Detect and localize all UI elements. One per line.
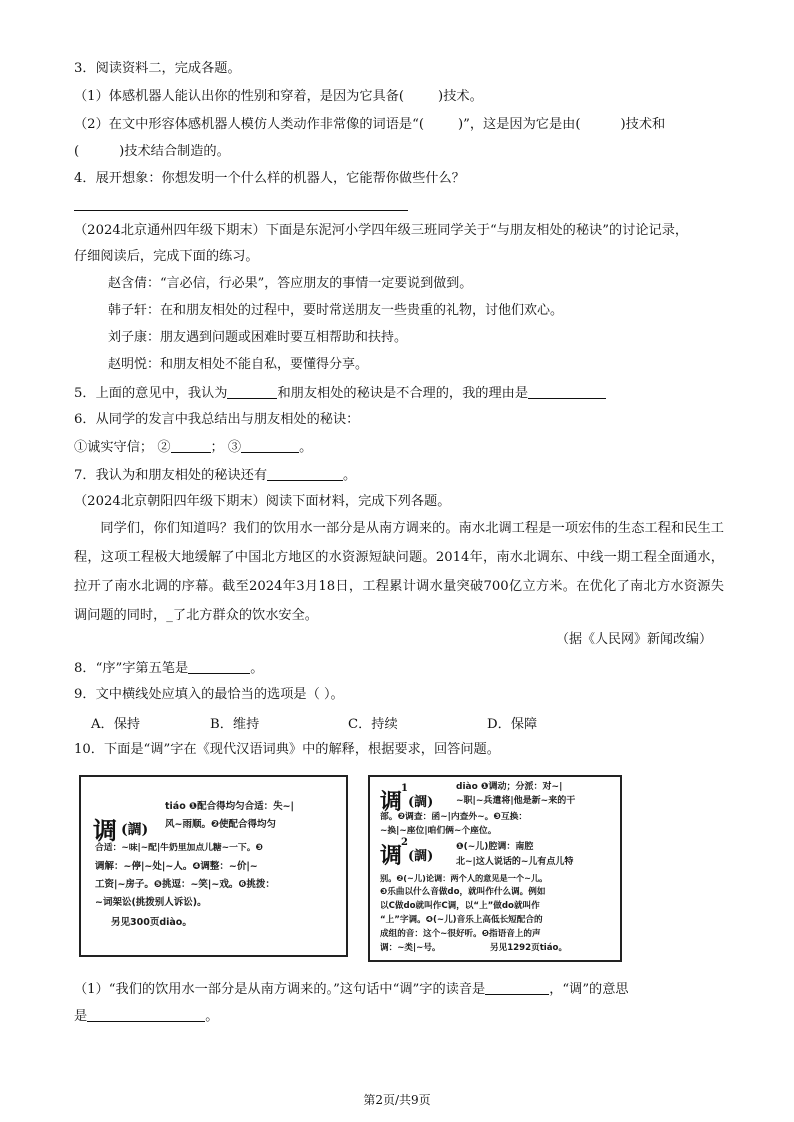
dict-right-line: diào ❶调动；分派：对~| xyxy=(456,782,563,792)
dict-right-line: “上”字调。❹(~儿)音乐上高低长短配合的 xyxy=(380,915,543,925)
q6-blank-2[interactable] xyxy=(171,438,211,453)
dict-right-line: ~职|~兵遣将|他是新~来的干 xyxy=(456,796,576,806)
dict-right-sup-2: 2 xyxy=(401,837,408,848)
dict-right-line: 成组的音：这个~很好听。❺指语音上的声 xyxy=(380,929,541,939)
dict-right-trad-1: (調) xyxy=(408,795,434,810)
q10-sub1-cont xyxy=(74,1007,218,1026)
dict-left-line: 调解：~停|~处|~人。❹调整：~价|~ xyxy=(95,861,258,872)
dict-right-line: 调：~类|~号。 xyxy=(380,943,441,953)
q5-text-a: 5．上面的意见中，我认为 xyxy=(74,386,228,401)
q6-title: 6．从同学的发言中我总结出与朋友相处的秘诀： xyxy=(74,412,360,427)
dict-left-line: 工资|~房子。❺挑逗：~笑|~戏。❻挑拨： xyxy=(95,879,275,890)
dict-right-headchar-1: 调 xyxy=(380,789,403,815)
dict-right-line: 以C做do就叫作C调，以“上”做do就叫作 xyxy=(380,901,540,911)
q7-blank[interactable] xyxy=(267,466,343,481)
q7 xyxy=(74,466,356,485)
q9-option-c[interactable]: C．持续 xyxy=(348,717,398,732)
speaker-2: 韩子轩：在和朋友相处的过程中，要时常送朋友一些贵重的礼物，讨他们欢心。 xyxy=(108,303,564,318)
q6-answers xyxy=(74,438,312,457)
q4-answer-line[interactable] xyxy=(74,210,408,211)
dict-right-line: ~换|~座位|咱们俩~个座位。 xyxy=(380,826,497,836)
q5 xyxy=(74,384,606,403)
q5-text-b: 和朋友相处的秘诀是不合理的，我的理由是 xyxy=(277,386,529,401)
q10-sub1-mid: ，“调”的意思 xyxy=(549,982,629,997)
q10-sub1-blank-2[interactable] xyxy=(87,1007,205,1022)
dict-right-line: ❸乐曲以什么音做do，就叫作什么调。例如 xyxy=(380,887,546,897)
q5-blank-1[interactable] xyxy=(227,384,277,399)
q3-sub1 xyxy=(74,88,483,106)
sec2-intro-1: （2024北京通州四年级下期末）下面是东泥河小学四年级三班同学关于“与朋友相处的秘诀”的讨论记录， xyxy=(74,223,689,238)
page-footer: 第2页/共9页 xyxy=(363,1093,431,1107)
q6-blank-3[interactable] xyxy=(241,438,299,453)
sec3-passage: 同学们，你们知道吗？我们的饮用水一部分是从南方调来的。南水北调工程是一项宏伟的生态工程和民生工程，这项工程极大地缓解了中国北方地区的水资源短缺问题。2014年，南水北调东、中线一期工程全面通水，拉开了南水北调的序幕。截至2024年3月18日，工程累计调水量突破700亿立方米。在优化了南北方水资源失调问题的同时，_了北方群众的饮水安全。 xyxy=(74,521,724,623)
q9-option-b[interactable]: B．维持 xyxy=(210,717,260,732)
q10-sub1-shi: 是 xyxy=(74,1009,88,1024)
q7-end: 。 xyxy=(343,468,357,483)
q8-end: 。 xyxy=(250,661,264,676)
dict-right-line: 部。❷调查：函~|内查外~。❸互换： xyxy=(380,812,528,822)
speaker-4: 赵明悦：和朋友相处不能自私，要懂得分享。 xyxy=(108,357,369,372)
dict-right-line: 北~|这人说话的~儿有点儿特 xyxy=(456,857,574,867)
dict-left-image xyxy=(79,775,348,957)
dict-right-headchar-2: 调 xyxy=(380,843,403,869)
q10-sub1-blank-1[interactable] xyxy=(485,980,549,995)
sec2-intro-2: 仔细阅读后，完成下面的练习。 xyxy=(74,249,259,264)
sec3-intro: （2024北京朝阳四年级下期末）阅读下面材料，完成下列各题。 xyxy=(74,494,451,509)
dict-right-line: 另见1292页tiáo。 xyxy=(490,943,568,953)
dict-right-line: ❶(~儿)腔调：南腔 xyxy=(456,842,534,852)
dict-right-image xyxy=(368,775,622,962)
q3-sub2-cont xyxy=(74,143,230,161)
dict-left-headchar: 调 xyxy=(93,816,117,845)
q6-text-3: 。 xyxy=(299,440,313,455)
dict-right-trad-2: (調) xyxy=(408,849,434,864)
q10-sub1-text: （1）“我们的饮用水一部分是从南方调来的。”这句话中“调”字的读音是 xyxy=(74,982,486,997)
dict-left-line: 合适：~味|~配|牛奶里加点儿糖~一下。❸ xyxy=(95,843,263,853)
q3-sub2 xyxy=(74,116,665,134)
q8-blank[interactable] xyxy=(188,659,250,674)
q6-text-1: ①诚实守信； ② xyxy=(74,440,171,455)
speaker-3: 刘子康：朋友遇到问题或困难时要互相帮助和扶持。 xyxy=(108,330,408,345)
dict-right-sup-1: 1 xyxy=(401,783,408,794)
q3-sub1-text: （1）体感机器人能认出你的性别和穿着，是因为它具备( xyxy=(74,89,405,104)
q3-sub2-text: （2）在文中形容体感机器人模仿人类动作非常像的词语是“( xyxy=(74,117,424,132)
q3-sub1-end: )技术。 xyxy=(438,89,483,104)
speaker-1: 赵含倩：“言必信，行必果”，答应朋友的事情一定要说到做到。 xyxy=(108,276,473,291)
dict-left-line: 风~雨顺。❷使配合得均匀 xyxy=(165,819,277,830)
q8-text: 8．“序”字第五笔是 xyxy=(74,661,189,676)
q9-option-d[interactable]: D．保障 xyxy=(487,717,538,732)
q10-sub1 xyxy=(74,980,629,999)
dict-left-line: tiáo ❶配合得均匀合适：失~| xyxy=(165,801,295,812)
sec3-source: （据《人民网》新闻改编） xyxy=(556,632,713,647)
q8 xyxy=(74,659,263,678)
dict-left-trad: (調) xyxy=(121,822,149,838)
q3-sub2-open: ( xyxy=(74,144,80,159)
q10-text: 10．下面是“调”字在《现代汉语词典》中的解释，根据要求，回答问题。 xyxy=(74,742,500,757)
dict-left-line: 另见300页diào。 xyxy=(111,917,192,928)
q4-text: 4．展开想象：你想发明一个什么样的机器人，它能帮你做些什么？ xyxy=(74,171,465,186)
q6-text-2: ； ③ xyxy=(210,440,242,455)
q7-text: 7．我认为和朋友相处的秘诀还有 xyxy=(74,468,268,483)
q3-sub2-tail: )技术和 xyxy=(620,117,666,132)
q9-text: 9．文中横线处应填入的最恰当的选项是（ ）。 xyxy=(74,687,344,702)
q3-sub2-mid: )”，这是因为它是由( xyxy=(457,117,581,132)
q10-sub1-end: 。 xyxy=(205,1009,219,1024)
q5-blank-2[interactable] xyxy=(528,384,606,399)
dict-left-line: ~词架讼(挑拨别人诉讼)。 xyxy=(95,897,207,908)
q3-sub2-end: )技术结合制造的。 xyxy=(119,144,230,159)
dict-right-line: 别。❷(~儿)论调：两个人的意见是一个~儿。 xyxy=(380,873,548,883)
q3-title: 3．阅读资料二，完成各题。 xyxy=(74,61,241,76)
q9-option-a[interactable]: A．保持 xyxy=(91,717,141,732)
